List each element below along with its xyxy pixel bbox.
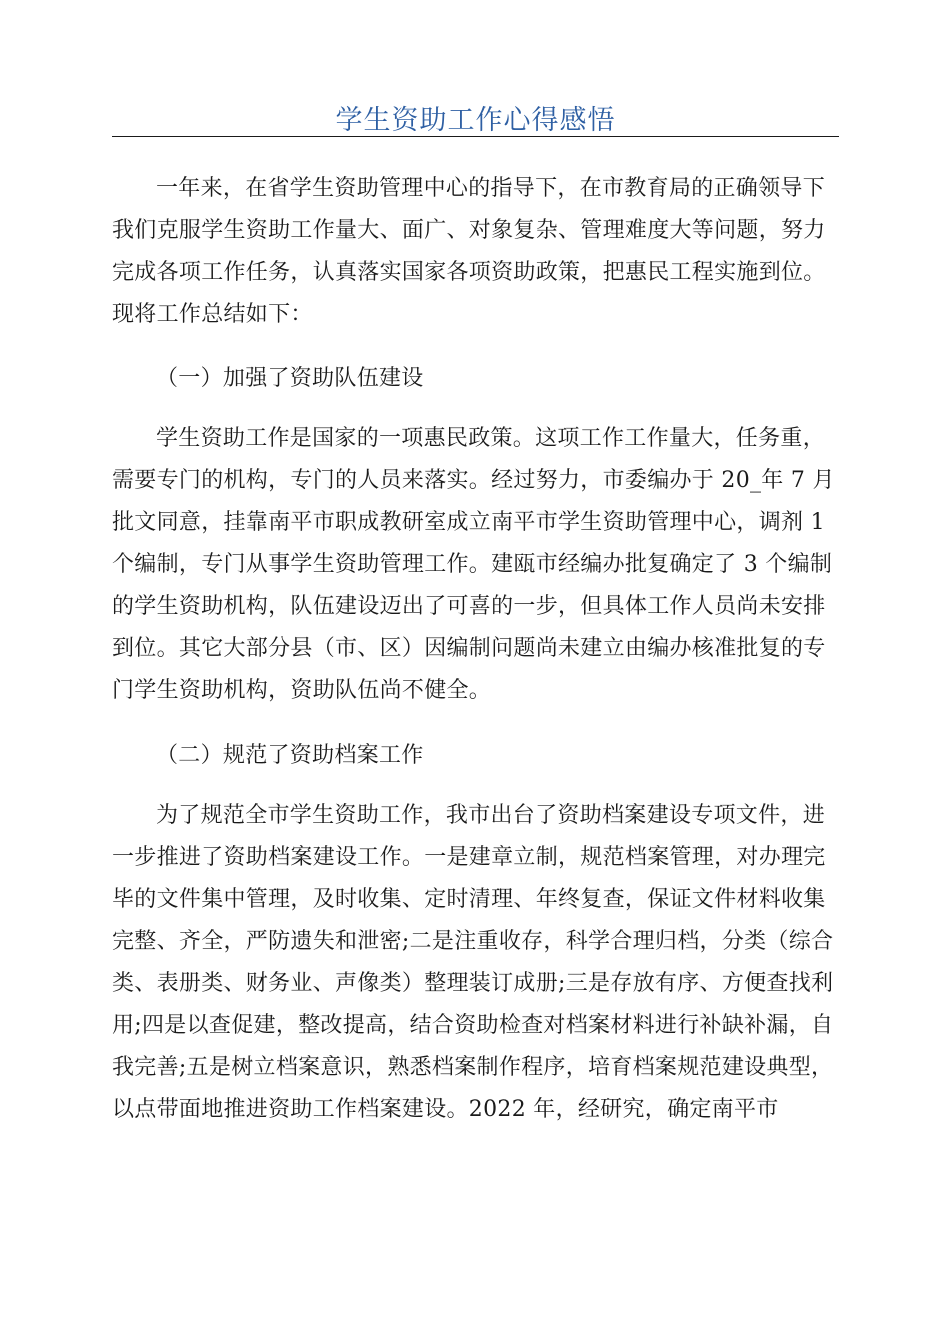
paragraph-line: 完整、齐全，严防遗失和泄密;二是注重收存，科学合理归档，分类（综合 [112,929,834,954]
paragraph-line: 我们克服学生资助工作量大、面广、对象复杂、管理难度大等问题，努力 [112,218,826,243]
paragraph-line: 用;四是以查促建，整改提高，结合资助检查对档案材料进行补缺补漏，自 [112,1013,834,1038]
title-underline [112,136,839,137]
paragraph-line: 完成各项工作任务，认真落实国家各项资助政策，把惠民工程实施到位。 [112,260,826,285]
paragraph-line: 的学生资助机构，队伍建设迈出了可喜的一步，但具体工作人员尚未安排 [112,594,826,619]
paragraph-line: 现将工作总结如下： [112,302,313,327]
paragraph-line: 门学生资助机构，资助队伍尚不健全。 [112,678,492,703]
section-heading: （二）规范了资助档案工作 [156,743,424,768]
paragraph-line: 一年来，在省学生资助管理中心的指导下，在市教育局的正确领导下 [156,176,826,201]
paragraph-line: 一步推进了资助档案建设工作。一是建章立制，规范档案管理，对办理完 [112,845,826,870]
paragraph-line: 需要专门的机构，专门的人员来落实。经过努力，市委编办于 20_年 7 月 [112,468,835,493]
document-title: 学生资助工作心得感悟 [335,105,616,136]
paragraph-line: 学生资助工作是国家的一项惠民政策。这项工作工作量大，任务重， [156,426,826,451]
paragraph-line: 批文同意，挂靠南平市职成教研室成立南平市学生资助管理中心，调剂 1 [112,510,825,535]
paragraph-line: 类、表册类、财务业、声像类）整理装订成册;三是存放有序、方便查找利 [112,971,834,996]
paragraph-line: 到位。其它大部分县（市、区）因编制问题尚未建立由编办核准批复的专 [112,636,826,661]
paragraph-line: 个编制，专门从事学生资助管理工作。建瓯市经编办批复确定了 3 个编制 [112,552,833,577]
paragraph-line: 毕的文件集中管理，及时收集、定时清理、年终复查，保证文件材料收集 [112,887,826,912]
paragraph-line: 为了规范全市学生资助工作，我市出台了资助档案建设专项文件，进 [156,803,826,828]
section-heading: （一）加强了资助队伍建设 [156,366,424,391]
paragraph-line: 我完善;五是树立档案意识，熟悉档案制作程序，培育档案规范建设典型， [112,1055,834,1080]
paragraph-line: 以点带面地推进资助工作档案建设。2022 年，经研究，确定南平市 [112,1097,779,1122]
